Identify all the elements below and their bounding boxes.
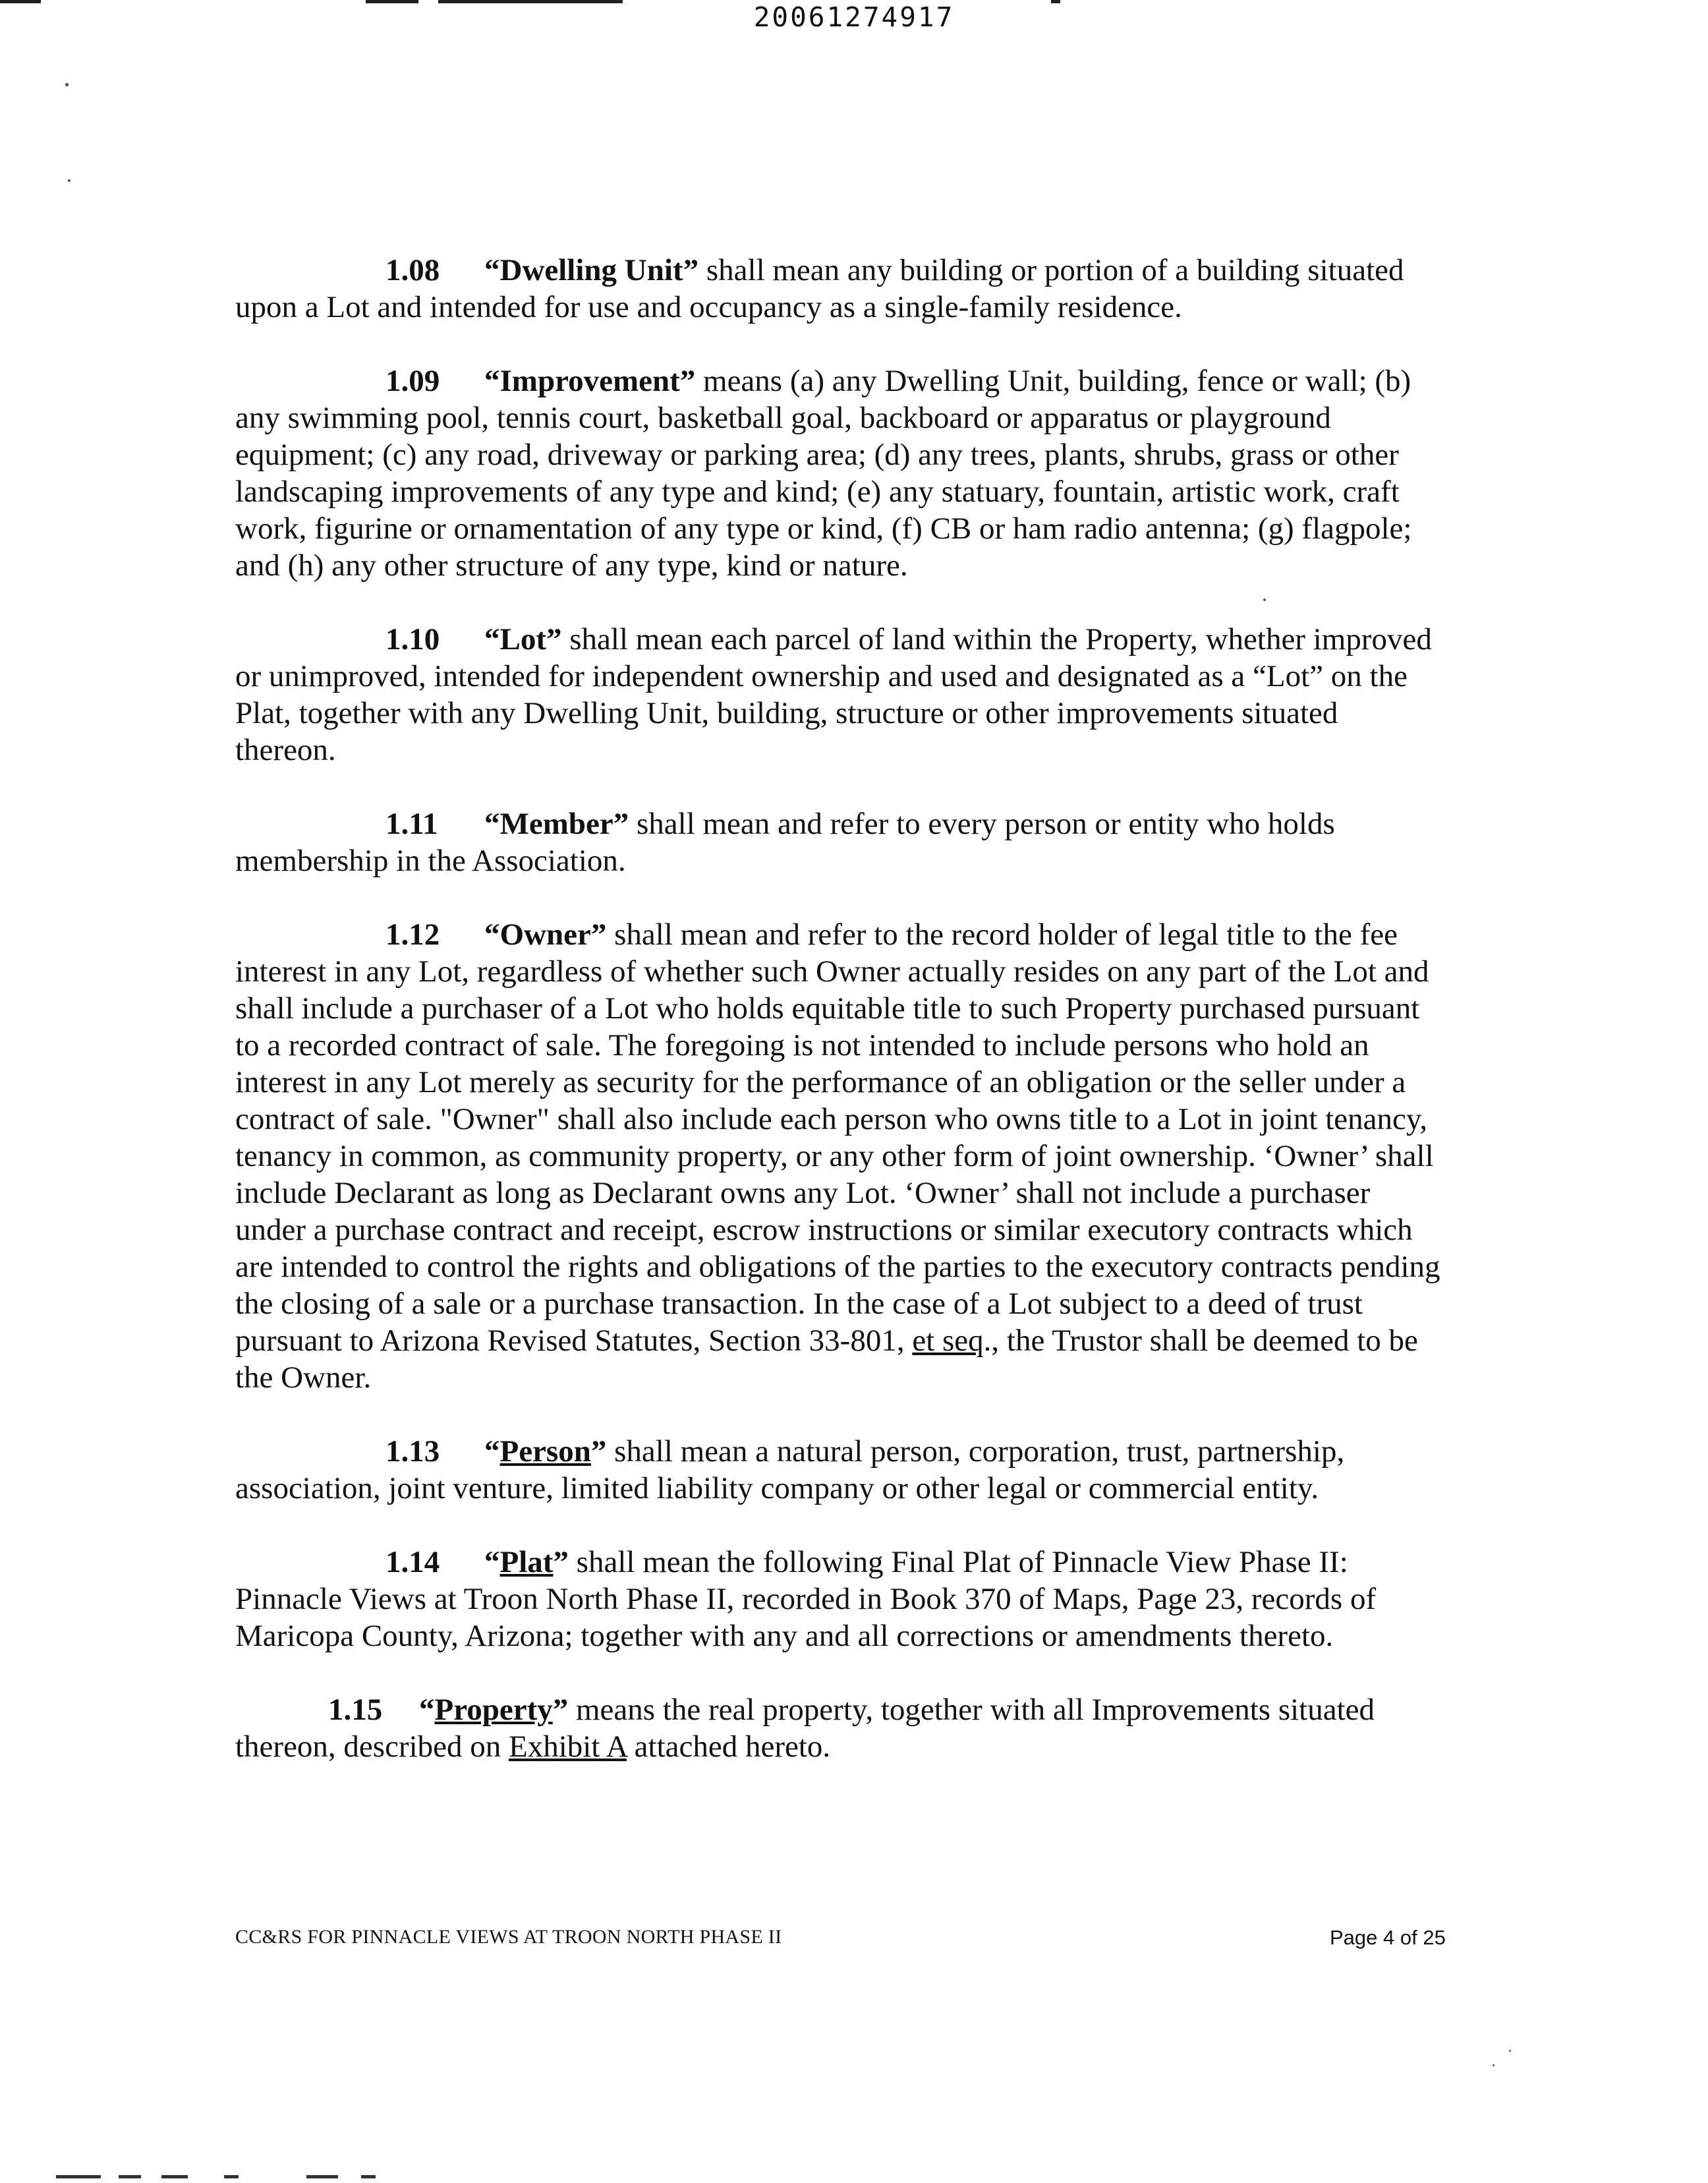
scan-mark: [161, 2175, 188, 2178]
section-number: 1.11: [385, 807, 438, 841]
section-text: shall mean any building or portion of a building situated: [698, 253, 1404, 287]
section-text: the closing of a sale or a purchase transaction. In the case of a Lot subject to a deed of trust: [235, 1287, 1363, 1321]
defined-term: “Plat”: [484, 1545, 569, 1579]
section-text: or unimproved, intended for independent ownership and used and designated as a “Lot” on the: [235, 659, 1408, 693]
section-number: 1.08: [385, 253, 440, 287]
section-number: 1.12: [385, 917, 440, 952]
section-1-12: [235, 916, 1454, 1396]
section-number: 1.09: [385, 364, 440, 398]
scan-speck: [1493, 2064, 1494, 2066]
defined-term: “Improvement”: [484, 364, 696, 398]
section-text: means (a) any Dwelling Unit, building, fence or wall; (b): [695, 364, 1411, 398]
section-text: shall mean and refer to the record holder of legal title to the fee: [606, 917, 1398, 952]
section-text: any swimming pool, tennis court, basketball goal, backboard or apparatus or playground: [235, 401, 1331, 435]
section-text: upon a Lot and intended for use and occupancy as a single-family residence.: [235, 290, 1182, 324]
section-1-10: [235, 621, 1454, 769]
defined-term: “Dwelling Unit”: [484, 253, 699, 287]
section-text: shall mean and refer to every person or entity who holds: [629, 807, 1335, 841]
footer-document-title: CC&RS FOR PINNACLE VIEWS AT TROON NORTH PHASE II: [235, 1926, 782, 1948]
section-1-09: [235, 363, 1454, 584]
section-1-08: [235, 252, 1454, 326]
scan-mark: [306, 2175, 338, 2178]
section-text: means the real property, together with all Improvements situated: [568, 1693, 1375, 1727]
underlined-citation: et seq: [912, 1324, 984, 1358]
section-text: Maricopa County, Arizona; together with any and all corrections or amendments thereto.: [235, 1619, 1334, 1653]
scan-speck: [1509, 2050, 1511, 2052]
section-text: contract of sale. "Owner" shall also include each person who owns title to a Lot in joint tenancy,: [235, 1102, 1428, 1136]
section-text: are intended to control the rights and obligations of the parties to the executory contracts pending: [235, 1250, 1440, 1284]
defined-term: “Owner”: [484, 917, 607, 952]
section-text: pursuant to Arizona Revised Statutes, Section 33-801,: [235, 1324, 913, 1358]
footer-page-number: Page 4 of 25: [1330, 1926, 1446, 1949]
document-body: [235, 252, 1454, 1765]
section-text: ., the Trustor shall be deemed to be: [983, 1324, 1418, 1358]
section-text: Pinnacle Views at Troon North Phase II, recorded in Book 370 of Maps, Page 23, records of: [235, 1582, 1377, 1616]
section-text: shall mean a natural person, corporation, trust, partnership,: [606, 1434, 1345, 1469]
section-text: shall mean each parcel of land within the Property, whether improved: [561, 622, 1432, 656]
defined-term: “Person”: [484, 1434, 607, 1469]
section-text: thereon.: [235, 733, 336, 767]
section-text: tenancy in common, as community property, or any other form of joint ownership. ‘Owner’ shall: [235, 1139, 1434, 1173]
scan-mark: [224, 2175, 239, 2178]
section-text: membership in the Association.: [235, 844, 626, 878]
section-text: include Declarant as long as Declarant owns any Lot. ‘Owner’ shall not include a purchaser: [235, 1176, 1371, 1210]
section-text: association, joint venture, limited liability company or other legal or commercial entity.: [235, 1471, 1319, 1505]
recording-number: 20061274917: [753, 1, 955, 33]
section-text: interest in any Lot, regardless of whether such Owner actually resides on any part of the Lot and: [235, 954, 1429, 989]
scan-mark: [119, 2175, 141, 2178]
section-text: to a recorded contract of sale. The foregoing is not intended to include persons who hold an: [235, 1028, 1369, 1062]
defined-term: “Lot”: [484, 622, 562, 656]
section-text: landscaping improvements of any type and kind; (e) any statuary, fountain, artistic work, craft: [235, 475, 1400, 509]
scan-speck: [65, 83, 69, 86]
section-text: under a purchase contract and receipt, escrow instructions or similar executory contracts which: [235, 1213, 1413, 1247]
exhibit-reference: Exhibit A: [509, 1730, 627, 1764]
section-text: shall include a purchaser of a Lot who holds equitable title to such Property purchased pursuant: [235, 991, 1420, 1026]
section-text: work, figurine or ornamentation of any type or kind, (f) CB or ham radio antenna; (g) flagpole;: [235, 511, 1412, 546]
section-number: 1.15: [328, 1693, 383, 1727]
section-text: thereon, described on: [235, 1730, 509, 1764]
section-text: equipment; (c) any road, driveway or parking area; (d) any trees, plants, shrubs, grass or other: [235, 438, 1399, 472]
section-text: and (h) any other structure of any type, kind or nature.: [235, 548, 908, 583]
scan-mark: [361, 2175, 376, 2178]
scan-mark: [56, 2175, 101, 2178]
defined-term: “Member”: [484, 807, 629, 841]
scan-speck: [68, 179, 71, 182]
scan-artifact-bottom: [0, 2175, 1708, 2183]
defined-term: “Property”: [419, 1693, 569, 1727]
section-text: interest in any Lot merely as security for the performance of an obligation or the seller under a: [235, 1065, 1406, 1099]
section-text: the Owner.: [235, 1360, 372, 1395]
section-text: shall mean the following Final Plat of Pinnacle View Phase II:: [568, 1545, 1348, 1579]
section-1-15: [235, 1691, 1454, 1765]
section-text: attached hereto.: [626, 1730, 831, 1764]
section-1-11: [235, 805, 1454, 879]
section-1-14: [235, 1544, 1454, 1654]
section-number: 1.10: [385, 622, 440, 656]
section-number: 1.13: [385, 1434, 440, 1469]
section-text: Plat, together with any Dwelling Unit, building, structure or other improvements situated: [235, 696, 1338, 730]
section-number: 1.14: [385, 1545, 440, 1579]
section-1-13: [235, 1433, 1454, 1507]
